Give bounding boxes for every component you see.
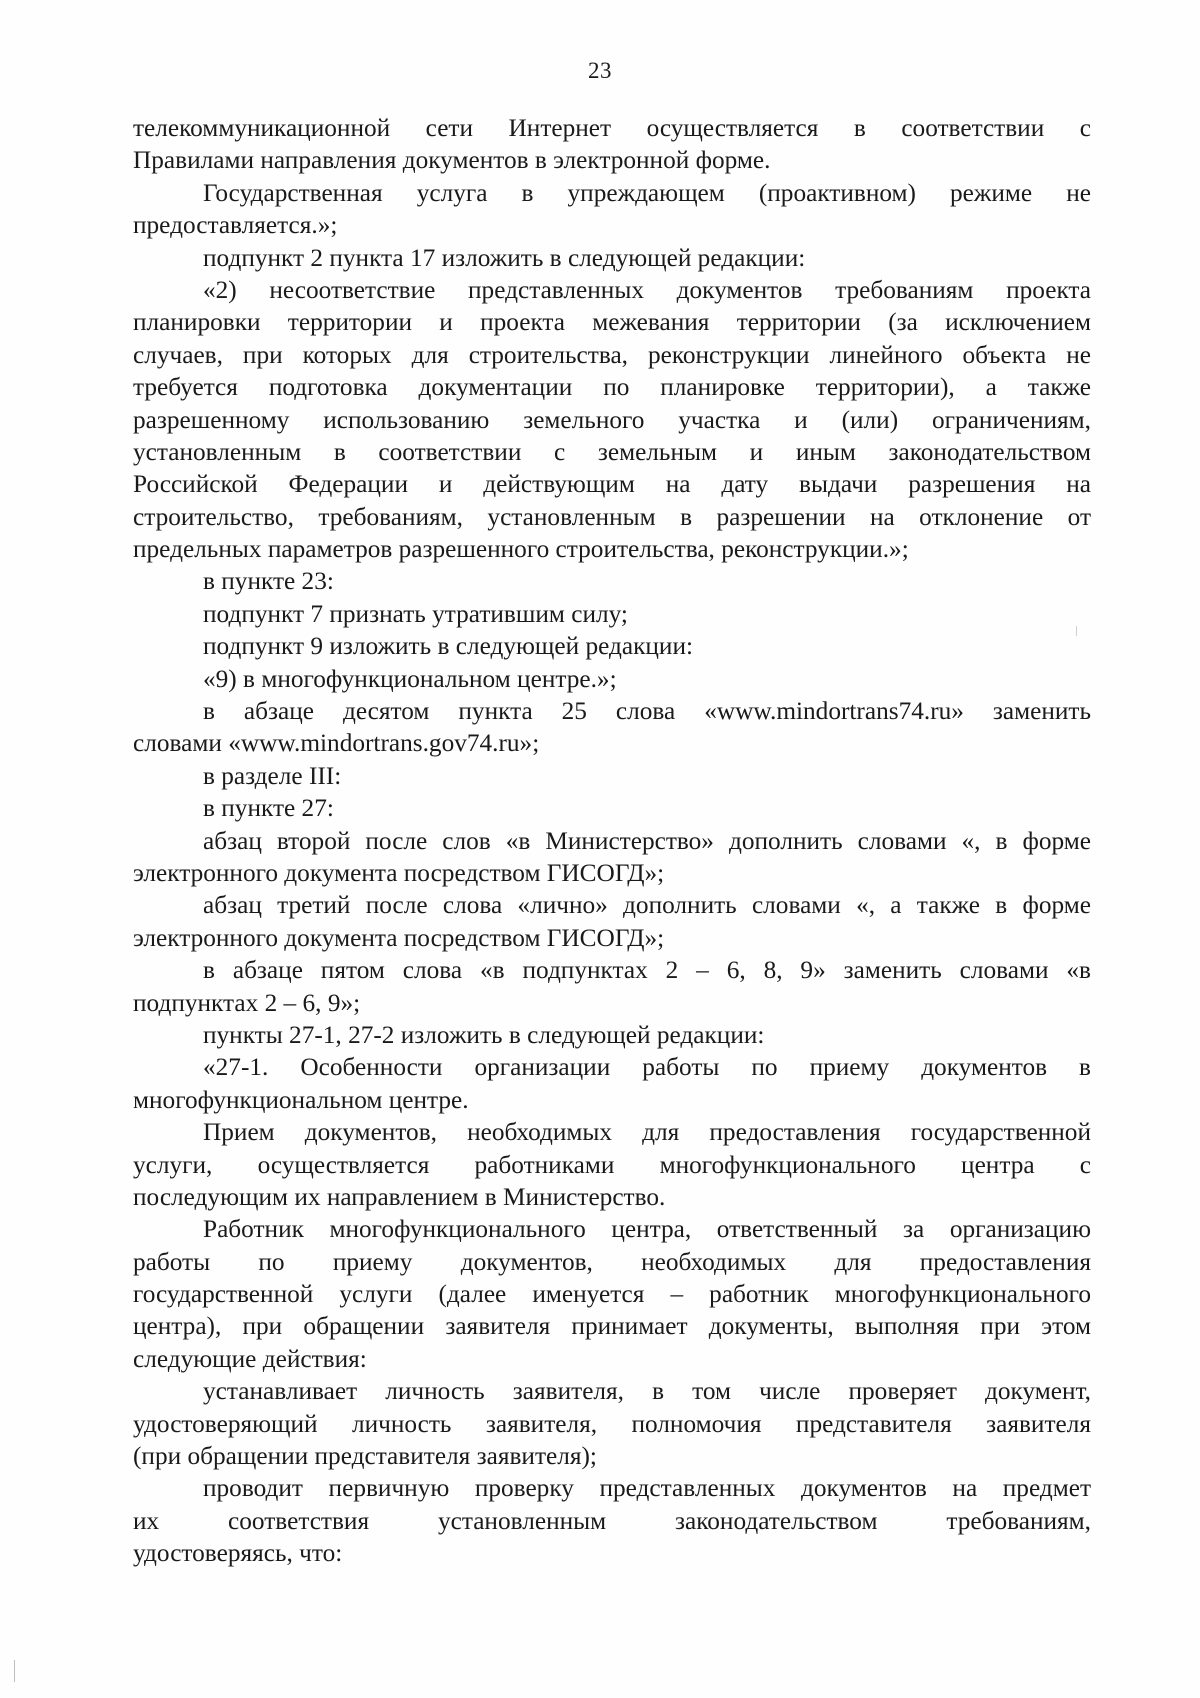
text-line: словами «www.mindortrans.gov74.ru»; — [133, 729, 540, 758]
text-line: удостоверяющий личность заявителя, полномочия представителя заявителя — [133, 1409, 1091, 1438]
text-line: последующим их направлением в Министерство. — [133, 1182, 666, 1211]
text-line: подпункт 2 пункта 17 изложить в следующей редакции: — [203, 243, 806, 272]
text-line: «9) в многофункциональном центре.»; — [203, 664, 617, 693]
text-line: пункты 27-1, 27-2 изложить в следующей редакции: — [203, 1020, 765, 1049]
text-line: центра), при обращении заявителя принимает документы, выполняя при этом — [133, 1312, 1091, 1341]
text-line: абзац второй после слов «в Министерство» дополнить словами «, в форме — [203, 826, 1091, 855]
text-line: абзац третий после слова «лично» дополнить словами «, а также в форме — [203, 891, 1091, 920]
document-body — [133, 112, 1091, 1570]
text-line: в пункте 27: — [203, 794, 334, 823]
text-line: государственной услуги (далее именуется – работник многофункционального — [133, 1280, 1091, 1309]
text-line: в абзаце десятом пункта 25 слова «www.mindortrans74.ru» заменить — [203, 697, 1091, 726]
text-line: их соответствия установленным законодательством требованиям, — [133, 1506, 1091, 1535]
text-line: предельных параметров разрешенного строительства, реконструкции.»; — [133, 535, 909, 564]
text-line: «27-1. Особенности организации работы по приему документов в — [203, 1053, 1091, 1082]
text-line: телекоммуникационной сети Интернет осуществляется в соответствии с — [133, 114, 1091, 142]
text-line: случаев, при которых для строительства, реконструкции линейного объекта не — [133, 340, 1091, 369]
text-line: требуется подготовка документации по планировке территории), а также — [133, 373, 1091, 402]
text-line: предоставляется.»; — [133, 211, 338, 240]
text-line: проводит первичную проверку представленных документов на предмет — [203, 1474, 1091, 1503]
text-line: подпунктах 2 – 6, 9»; — [133, 988, 361, 1017]
text-line: работы по приему документов, необходимых для предоставления — [133, 1247, 1091, 1276]
text-line: Правилами направления документов в электронной форме. — [133, 146, 771, 175]
text-line: установленным в соответствии с земельным и иным законодательством — [133, 437, 1091, 466]
text-line: электронного документа посредством ГИСОГД»; — [133, 858, 665, 887]
text-line: в абзаце пятом слова «в подпунктах 2 – 6, 8, 9» заменить словами «в — [203, 956, 1091, 985]
text-line: в разделе III: — [203, 761, 342, 790]
text-line: Прием документов, необходимых для предоставления государственной — [203, 1118, 1091, 1147]
text-line: в пункте 23: — [203, 567, 334, 596]
scan-artifact — [14, 1660, 15, 1682]
text-line: разрешенному использованию земельного участка и (или) ограничениям, — [133, 405, 1091, 434]
text-line: устанавливает личность заявителя, в том числе проверяет документ, — [203, 1377, 1091, 1406]
text-line: услуги, осуществляется работниками многофункционального центра с — [133, 1150, 1091, 1179]
text-line: Российской Федерации и действующим на дату выдачи разрешения на — [133, 470, 1091, 499]
scan-artifact — [1076, 626, 1077, 636]
text-line: Работник многофункционального центра, ответственный за организацию — [203, 1215, 1091, 1244]
text-line: (при обращении представителя заявителя); — [133, 1442, 597, 1471]
text-line: Государственная услуга в упреждающем (проактивном) режиме не — [203, 178, 1091, 207]
page-number: 23 — [588, 58, 612, 83]
text-line: подпункт 9 изложить в следующей редакции: — [203, 632, 694, 661]
text-line: подпункт 7 признать утратившим силу; — [203, 599, 628, 628]
text-line: планировки территории и проекта межевания территории (за исключением — [133, 308, 1091, 337]
text-line: удостоверяясь, что: — [133, 1539, 343, 1568]
text-line: «2) несоответствие представленных документов требованиям проекта — [203, 275, 1091, 304]
text-line: строительство, требованиям, установленным в разрешении на отклонение от — [133, 502, 1091, 531]
text-line: многофункциональном центре. — [133, 1085, 469, 1114]
text-line: электронного документа посредством ГИСОГД»; — [133, 923, 665, 952]
text-line: следующие действия: — [133, 1344, 367, 1373]
